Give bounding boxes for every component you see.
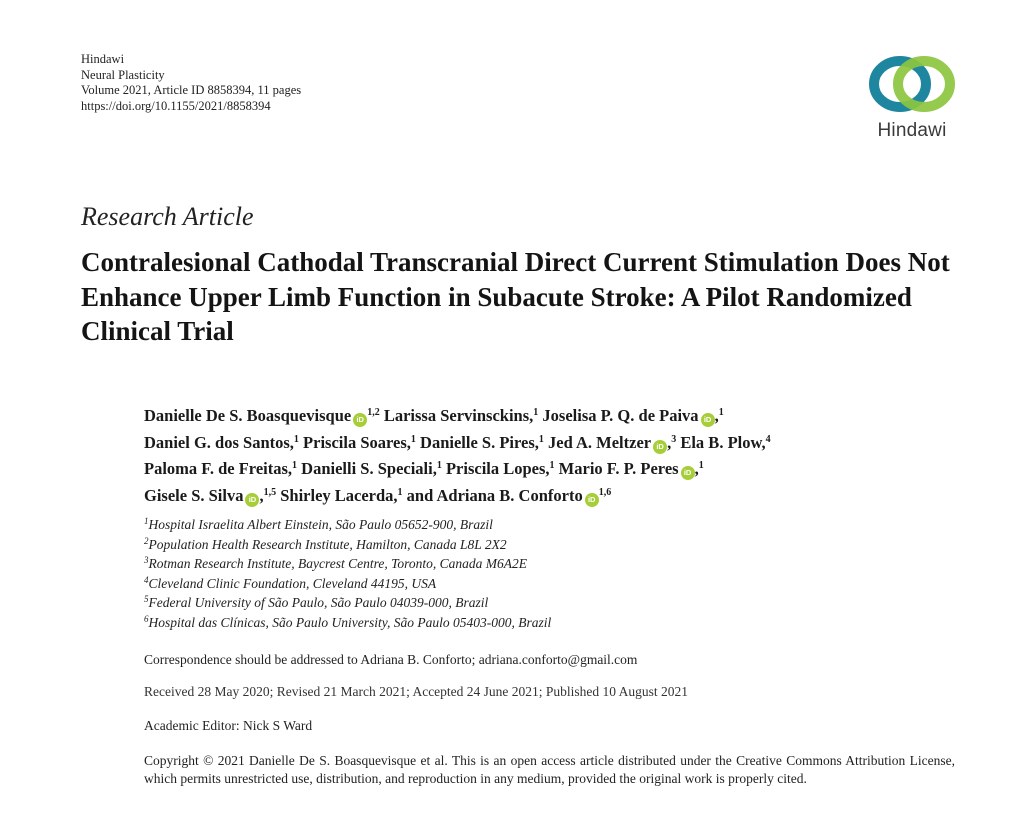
author: Ela B. Plow,$^4$	[680, 432, 771, 452]
author: Danielli S. Speciali,$^1$	[301, 459, 442, 478]
affiliation-list	[144, 515, 551, 632]
volume-info: Volume 2021, Article ID 8858394, 11 pages	[81, 83, 302, 97]
author: Mario F. P. Peres iD ,$^1$	[558, 459, 704, 478]
hindawi-logo	[862, 50, 962, 146]
publication-dates: Received 28 May 2020; Revised 21 March 2021; Accepted 24 June 2021; Published 10 August 2021	[144, 684, 689, 699]
author: Gisele S. Silva iD ,$^{1,5}$	[144, 485, 277, 505]
author: Larissa Servinsckins,$^1$	[383, 406, 539, 425]
correspondence: Correspondence should be addressed to Adriana B. Conforto; adriana.conforto@gmail.com	[144, 652, 638, 667]
orcid-icon[interactable]: iD	[245, 493, 259, 507]
author: Daniel G. dos Santos,$^1$	[144, 432, 299, 452]
doi-link[interactable]: https://doi.org/10.1155/2021/8858394	[81, 98, 271, 113]
copyright-notice: Copyright © 2021 Danielle De S. Boasquevisque et al. This is an open access article distributed under the Creative Commons Attribution License, which permits unrestricted use, distribution, and reproduction in any medium, provided the original work is properly cited.	[144, 753, 955, 786]
journal-name: Neural Plasticity	[81, 67, 165, 82]
orcid-icon[interactable]: iD	[353, 413, 367, 427]
author-list	[144, 403, 964, 509]
affiliation: $^1$Hospital Israelita Albert Einstein, São Paulo 05652-900, Brazil	[144, 516, 493, 532]
author: Priscila Soares,$^1$	[303, 432, 416, 452]
orcid-icon[interactable]: iD	[653, 440, 667, 454]
article-title: Contralesional Cathodal Transcranial Direct Current Stimulation Does Not Enhance Upper Limb Function in Subacute Stroke: A Pilot Randomized Clinical Trial	[81, 247, 950, 346]
orcid-icon[interactable]: iD	[585, 493, 599, 507]
affiliation: $^4$Cleveland Clinic Foundation, Cleveland 44195, USA	[144, 574, 437, 591]
affiliation: $^3$Rotman Research Institute, Baycrest Centre, Toronto, Canada M6A2E	[144, 555, 527, 571]
orcid-icon[interactable]: iD	[681, 466, 695, 480]
article-meta	[81, 52, 301, 114]
affiliation: $^6$Hospital das Clínicas, São Paulo University, São Paulo 05403-000, Brazil	[144, 613, 552, 630]
author: Priscila Lopes,$^1$	[445, 459, 555, 478]
article-type: Research Article	[81, 202, 254, 231]
academic-editor: Academic Editor: Nick S Ward	[144, 718, 313, 733]
affiliation: $^5$Federal University of São Paulo, São Paulo 04039-000, Brazil	[144, 594, 489, 610]
author: Paloma F. de Freitas,$^1$	[144, 459, 298, 478]
affiliation: $^2$Population Health Research Institute, Hamilton, Canada L8L 2X2	[144, 535, 507, 552]
hindawi-rings-icon	[862, 50, 962, 120]
author: Joselisa P. Q. de Paiva iD ,$^1$	[542, 406, 724, 425]
author: and Adriana B. Conforto iD$^{1,6}$	[406, 485, 612, 505]
author: Danielle De S. Boasquevisque iD$^{1,2}$	[144, 406, 380, 425]
hindawi-logo-text: Hindawi	[877, 120, 947, 141]
orcid-icon[interactable]: iD	[701, 413, 715, 427]
author: Shirley Lacerda,$^1$	[280, 485, 403, 505]
author: Jed A. Meltzer iD ,$^3$	[548, 432, 677, 452]
author: Danielle S. Pires,$^1$	[420, 432, 544, 452]
publisher-name: Hindawi	[81, 52, 125, 66]
